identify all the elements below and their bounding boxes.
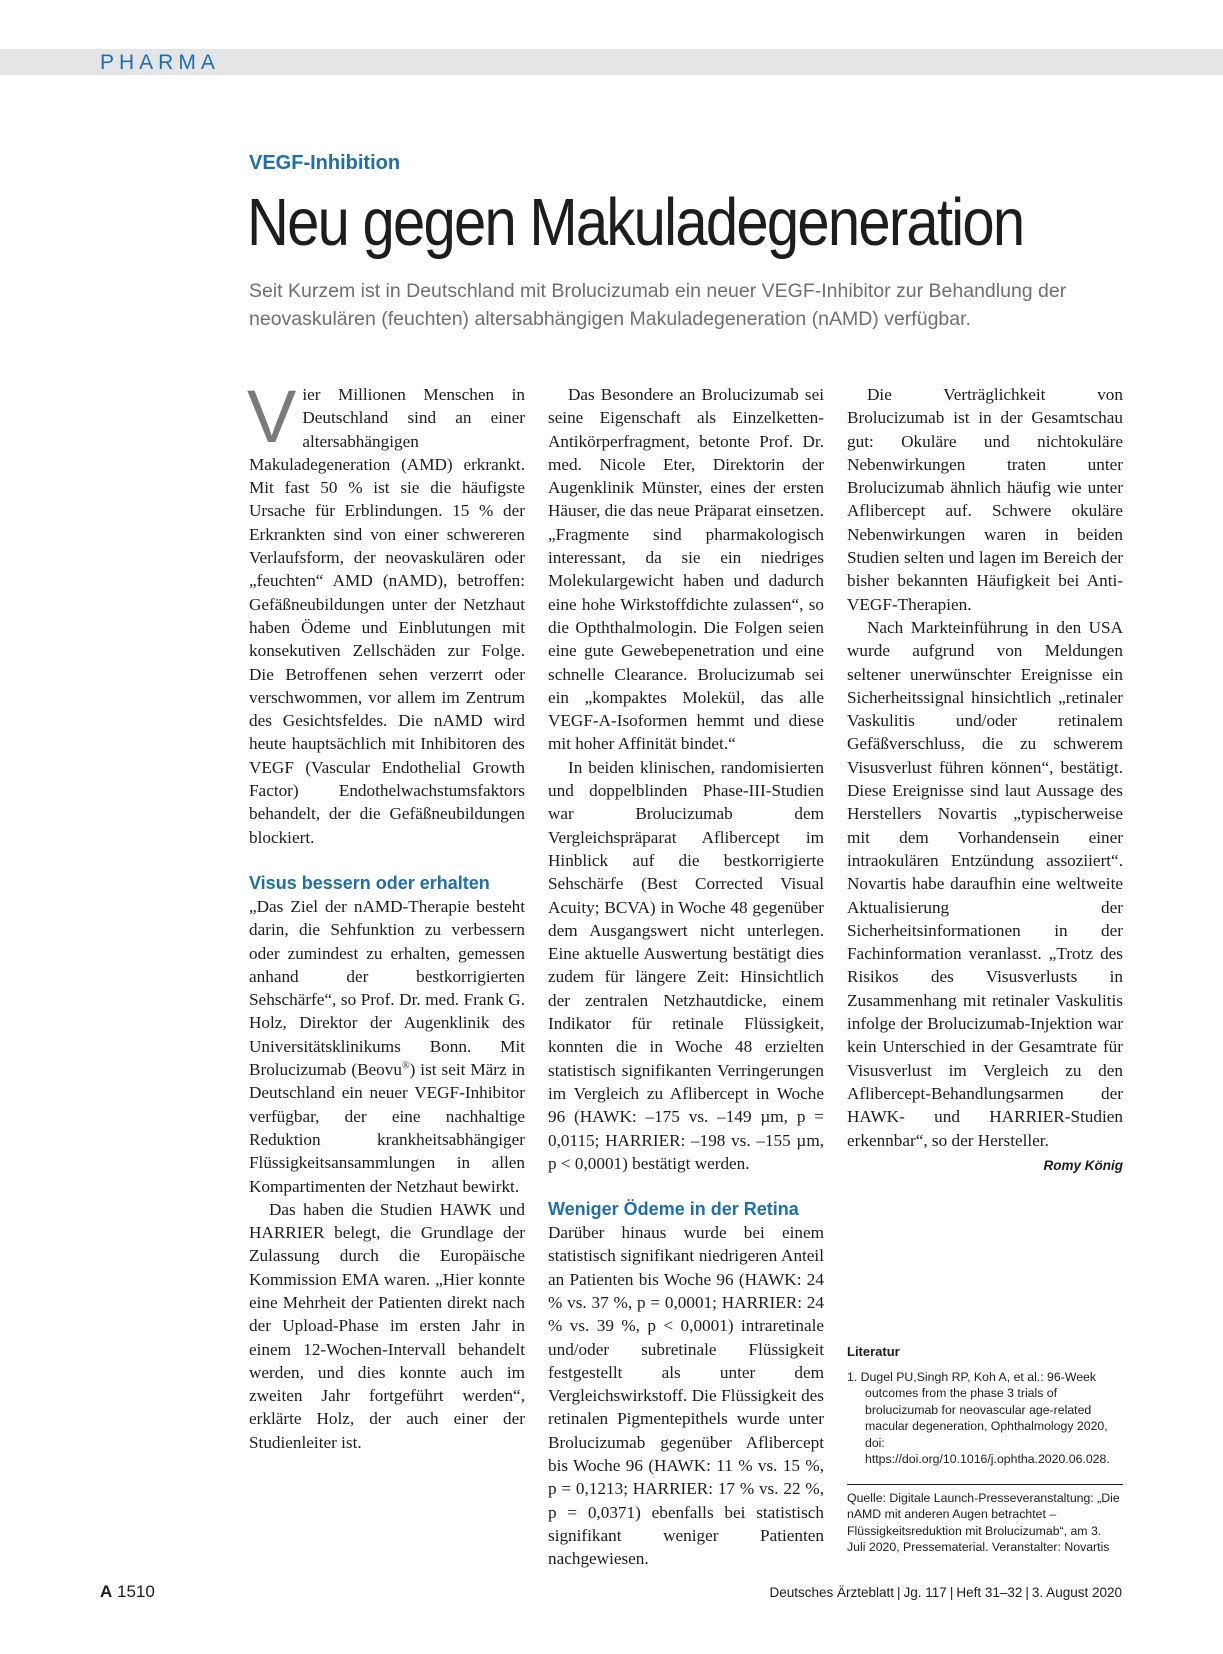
source-note: Quelle: Digitale Launch-Presseveranstaltung: „Die nAMD mit anderen Augen betrachtet – Flüssigkeitsreduktion mit Brolucizumab“, am 3. Juli 2020, Pressematerial. Veranstalter: Novartis bbox=[847, 1491, 1120, 1555]
literature-item: 1. Dugel PU,Singh RP, Koh A, et al.: 96-Week outcomes from the phase 3 trials of brolucizumab for neovascular age-related macular degeneration, Ophthalmology 2020, doi: https://doi.org/10.1016/j.ophtha.2020.06.028. bbox=[847, 1370, 1110, 1467]
paragraph-holz-text-b: ) ist seit März in Deutschland ein neuer VEGF-Inhibitor verfügbar, der eine nachhaltige Reduktion krankheitsabhängiger Flüssigkeitsansammlungen in allen Kompartimenten der Netzhaut bewirkt. bbox=[249, 1060, 526, 1196]
drop-cap: V bbox=[247, 375, 297, 458]
subheading-visus: Visus bessern oder erhalten bbox=[249, 872, 490, 893]
page-number-value: 1510 bbox=[117, 1582, 155, 1601]
article-title: Neu gegen Makuladegeneration bbox=[247, 185, 1024, 260]
article-lead: Seit Kurzem ist in Deutschland mit Brolucizumab ein neuer VEGF-Inhibitor zur Behandlung der neovaskulären (feuchten) altersabhängigen Makuladegeneration (nAMD) verfügbar. bbox=[249, 280, 1067, 330]
paragraph-studies: Das haben die Studien HAWK und HARRIER belegt, die Grundlage der Zulassung durch die Europäische Kommission EMA waren. „Hier konnte eine Mehrheit der Patienten direkt nach der Upload-Phase im ersten Jahr in einem 12-Wochen-Intervall behandelt werden, und dies konnte auch im zweiten Jahr fortgeführt werden“, erklärte Holz, der auch einer der Studienleiter ist. bbox=[249, 1199, 525, 1452]
text-column-1 bbox=[247, 375, 526, 1454]
registered-mark: ® bbox=[401, 1060, 410, 1072]
paragraph-holz-text-a: „Das Ziel der nAMD-Therapie besteht darin, die Sehfunktion zu verbessern oder zumindest zu erhalten, gemessen anhand der bestkorrigierten Sehschärfe“, so Prof. Dr. med. Frank G. Holz, Direktor der Augenklinik des Universitätsklinikums Bonn. Mit Brolucizumab (Beovu bbox=[249, 896, 525, 1080]
section-label: PHARMA bbox=[100, 51, 220, 74]
paragraph-fluid: Darüber hinaus wurde bei einem statistisch signifikant niedrigeren Anteil an Patienten bis Woche 96 (HAWK: 24 % vs. 37 %, p = 0,0001; HARRIER: 24 % vs. 39 %, p < 0,0001) intraretinale und/oder subretinale Flüssigkeit festgestellt als unter dem Vergleichswirkstoff. Die Flüssigkeit des retinalen Pigmentepithels wurde unter Brolucizumab gegenüber Aflibercept bis Woche 96 (HAWK: 11 % vs. 15 %, p = 0,1213; HARRIER: 17 % vs. 22 %, p = 0,0371) ebenfalls bei statistisch signifikant weniger Patienten nachgewiesen. bbox=[548, 1223, 824, 1569]
page-number bbox=[100, 1582, 155, 1602]
source-divider bbox=[847, 1484, 1123, 1485]
paragraph-safety bbox=[847, 616, 1123, 1173]
page-prefix: A bbox=[100, 1582, 113, 1601]
paragraph-tolerability: Die Verträglichkeit von Brolucizumab ist in der Gesamtschau gut: Okuläre und nichtokuläre Nebenwirkungen traten unter Brolucizumab ähnlich häufig wie unter Aflibercept auf. Schwere okuläre Nebenwirkungen waren in beiden Studien selten und lagen im Bereich der bisher bekannten Häufigkeit bei Anti-VEGF-Therapien. bbox=[847, 385, 1123, 614]
author-name: Romy König bbox=[1043, 1157, 1123, 1173]
journal-name: Deutsches Ärzteblatt bbox=[769, 1585, 895, 1600]
text-column-2 bbox=[548, 383, 824, 1571]
literature-title: Literatur bbox=[847, 1344, 900, 1359]
journal-volume: Jg. 117 bbox=[903, 1585, 947, 1600]
journal-info: Deutsches Ärzteblatt | Jg. 117 | Heft 31–32 | 3. August 2020 bbox=[769, 1585, 1122, 1600]
literature-list bbox=[847, 1369, 1123, 1467]
paragraph-intro bbox=[247, 375, 525, 849]
paragraph-holz bbox=[249, 895, 525, 1198]
paragraph-phase3: In beiden klinischen, randomisierten und doppelblinden Phase-III-Studien war Brolucizumab dem Vergleichspräparat Aflibercept im Hinblick auf die bestkorrigierte Sehschärfe (Best Corrected Visual Acuity; BCVA) in Woche 48 gegenüber dem Ausgangswert nicht unterlegen. Eine aktuelle Auswertung bestätigt dies zudem für längere Zeit: Hinsichtlich der zentralen Netzhautdicke, einem Indikator für retinale Flüssigkeit, konnten die in Woche 48 erzielten statistisch signifikanten Verringerungen im Vergleich zu Aflibercept in Woche 96 (HAWK: –175 vs. –149 µm, p = 0,0115; HARRIER: –198 vs. –155 µm, p < 0,0001) bestätigt werden. bbox=[548, 757, 824, 1173]
article-kicker: VEGF-Inhibition bbox=[249, 152, 401, 174]
subheading-oedeme: Weniger Ödeme in der Retina bbox=[548, 1199, 799, 1220]
journal-date: 3. August 2020 bbox=[1031, 1585, 1122, 1600]
text-column-3 bbox=[847, 383, 1123, 1177]
journal-issue: Heft 31–32 bbox=[956, 1585, 1023, 1600]
paragraph-eter: Das Besondere an Brolucizumab sei seine Eigenschaft als Einzelketten-Antikörperfragment, betonte Prof. Dr. med. Nicole Eter, Direktorin der Augenklinik Münster, eines der ersten Häuser, die das neue Präparat einsetzen. „Fragmente sind pharmakologisch interessant, da sie ein niedriges Molekulargewicht haben und dadurch eine hohe Wirkstoffdichte zulassen“, so die Opththalmologin. Die Folgen seien eine gute Gewebepenetration und eine schnelle Clearance. Brolucizumab sei ein „kompaktes Molekül, das alle VEGF-A-Isoformen hemmt und diese mit hoher Affinität bindet.“ bbox=[548, 385, 824, 754]
paragraph-intro-text: ier Millionen Menschen in Deutschland sind an einer altersabhängigen Makuladegeneration (AMD) erkrankt. Mit fast 50 % ist sie die häufigste Ursache für Erblindungen. 15 % der Erkrankten sind von einer schwereren Verlaufsform, der neovaskulären oder „feuchten“ AMD (nAMD), betroffen: Gefäßneubildungen unter der Netzhaut haben Ödeme und Einblutungen mit konsekutiven Zellschäden zur Folge. Die Betroffenen sehen verzerrt oder verschwommen, vor allem im Zentrum des Gesichtsfeldes. Die nAMD wird heute hauptsächlich mit Inhibitoren des VEGF (Vascular Endothelial Growth Factor) Endothelwachstumsfaktors behandelt, der die Gefäßneubildungen blockiert. bbox=[249, 385, 525, 847]
paragraph-safety-text: Nach Markteinführung in den USA wurde aufgrund von Meldungen seltener unerwünschter Ereignisse ein Sicherheitssignal hinsichtlich „retinaler Vaskulitis und/oder retinalem Gefäßverschluss, die zu schwerem Visusverlust führen können“, bestätigt. Diese Ereignisse sind laut Aussage des Herstellers Novartis „typischerweise mit dem Vorhandensein einer intraokulären Entzündung assoziiert“. Novartis habe daraufhin eine weltweite Aktualisierung der Sicherheitsinformationen in der Fachinformation veranlasst. „Trotz des Risikos des Visusverlusts in Zusammenhang mit retinaler Vaskulitis infolge der Brolucizumab-Injektion war kein Unterschied in der Gesamtrate für Visusverlust im Vergleich zu den Aflibercept-Behandlungsarmen der HAWK- und HARRIER-Studien erkennbar“, so der Hersteller. bbox=[847, 617, 1123, 1150]
